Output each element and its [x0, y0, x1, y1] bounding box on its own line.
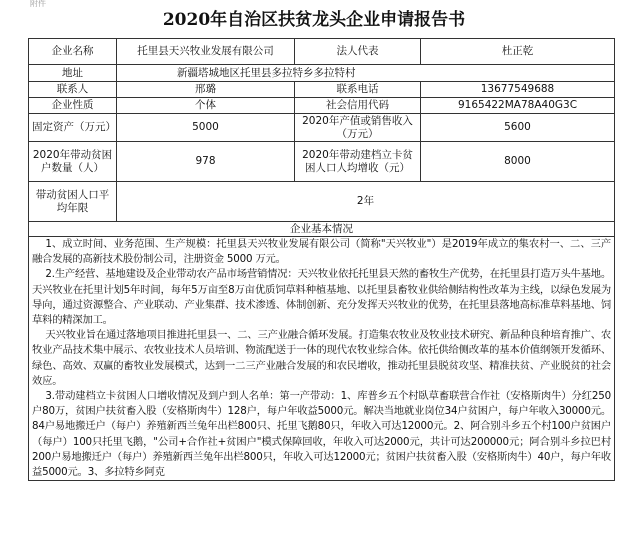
- application-form-table: [28, 38, 615, 481]
- contact-value: 邢璐: [117, 82, 295, 98]
- row-address: [29, 65, 615, 82]
- address-label: 地址: [29, 65, 117, 82]
- company-name-value: 托里县天兴牧业发展有限公司: [117, 39, 295, 65]
- years-label: 带动贫困人口平均年限: [29, 182, 117, 222]
- row-households: [29, 142, 615, 182]
- years-value: 2年: [117, 182, 615, 222]
- row-assets: [29, 114, 615, 142]
- households-label: 2020年带动贫困户数量（人）: [29, 142, 117, 182]
- income-label: 2020年带动建档立卡贫困人口人均增收（元）: [295, 142, 421, 182]
- legal-rep-label: 法人代表: [295, 39, 421, 65]
- income-value: 8000: [421, 142, 615, 182]
- paragraph-operations: 2.生产经营、基地建设及企业带动农产品市场营销情况：天兴牧业依托托里县天然的畜牧生产优势，在托里县打造万头牛基地。天兴牧业在托里计划5年时间，每年5万亩至8万亩优质饲草料种植基地、以托里县畜牧业供给侧结构性改革为主线，以绿色发展为导向，通过资源整合、产业联动、产业集群、技术渗透、体制创新、充分发挥天兴牧业的优势，在托里县落地高标准草料基地、饲草料的精深加工。: [32, 268, 611, 327]
- row-contact: [29, 82, 615, 98]
- row-section-header: [29, 222, 615, 237]
- phone-value: 13677549688: [421, 82, 615, 98]
- households-value: 978: [117, 142, 295, 182]
- row-years: [29, 182, 615, 222]
- corner-mark: 附件: [30, 0, 46, 8]
- paragraph-integration: 天兴牧业旨在通过落地项目推进托里县一、二、三产业融合循环发展。打造集农牧业及牧业技术研究、新品种良种培育推广、农牧业产品技术集中展示、农牧业技术人员培训、物流配送于一体的现代农牧业综合体。依托供给侧改革的基本价值纲领开发循环、绿色、高效、双赢的畜牧业发展模式，达到一二三产业融合发展的和农民增收，推动托里县脱贫攻坚、精准扶贫、产业脱贫的社会效应。: [32, 329, 611, 387]
- paragraph-poverty-income: 3.带动建档立卡贫困人口增收情况及到户到人名单：第一产带动：1、库普乡五个村臥草畜联营合作社（安格斯肉牛）分红250户80万，贫困户扶贫畜入股（安格斯肉牛）128户，每户年收益5000元。解决当地就业岗位34户贫困户，每户年收入30000元。84户易地搬迁户（每户）养殖新西兰兔年出栏800只、托里飞鹅80只，年收入可达12000元。2、阿合别斗乡五个村100户贫困户（每户）100只托里飞鹅，"公司+合作社+贫困户"模式保障回收，年收入可达2000元，共计可达200000元；阿合别斗乡拉巴村200户易地搬迁户（每户）养殖新西兰兔年出栏800只，年收入可达12000元；贫困户扶贫畜入股（安格斯肉牛）40户，每户年收益5000元。3、多拉特乡阿克: [32, 390, 611, 479]
- document-title: 2020年自治区扶贫龙头企业申请报告书: [162, 10, 466, 30]
- address-value: 新疆塔城地区托里县多拉特乡多拉特村: [117, 65, 615, 82]
- paragraph-establishment: 1、成立时间、业务范围、生产规模：托里县天兴牧业发展有限公司（简称"天兴牧业"）是2019年成立的集农村一、二、三产融合发展的高新技术股份制公司，注册资金 5000 万元。: [32, 238, 611, 266]
- company-name-label: 企业名称: [29, 39, 117, 65]
- credit-code-label: 社会信用代码: [295, 98, 421, 114]
- fixed-assets-value: 5000: [117, 114, 295, 142]
- row-company: [29, 39, 615, 65]
- row-body: [29, 237, 615, 481]
- nature-value: 个体: [117, 98, 295, 114]
- legal-rep-value: 杜正乾: [421, 39, 615, 65]
- row-nature: [29, 98, 615, 114]
- section-header: 企业基本情况: [29, 222, 615, 237]
- phone-label: 联系电话: [295, 82, 421, 98]
- nature-label: 企业性质: [29, 98, 117, 114]
- output-value: 5600: [421, 114, 615, 142]
- basic-info-body: [29, 237, 615, 481]
- fixed-assets-label: 固定资产（万元）: [29, 114, 117, 142]
- output-label: 2020年产值或销售收入（万元）: [295, 114, 421, 142]
- contact-label: 联系人: [29, 82, 117, 98]
- credit-code-value: 9165422MA78A40G3C: [421, 98, 615, 114]
